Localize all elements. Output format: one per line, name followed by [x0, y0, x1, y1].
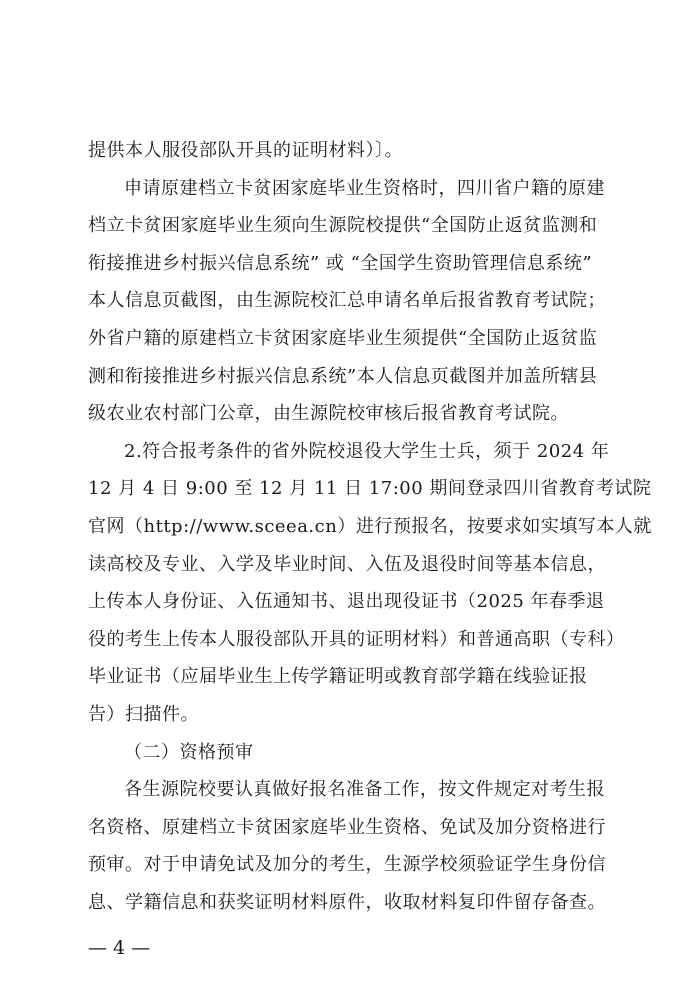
text-line: 本人信息页截图，由生源院校汇总申请名单后报省教育考试院； [88, 290, 606, 311]
paragraph-start-line: 2.符合报考条件的省外院校退役大学生士兵，须于 2024 年 [124, 441, 610, 462]
text-line: 读高校及专业、入学及毕业时间、入伍及退役时间等基本信息， [88, 554, 606, 575]
page-number: — 4 — [88, 937, 151, 959]
text-line: 档立卡贫困家庭毕业生须向生源院校提供“全国防止返贫监测和 [88, 215, 598, 236]
text-line: 名资格、原建档立卡贫困家庭毕业生资格、免试及加分资格进行 [88, 817, 606, 838]
text-line: 预审。对于申请免试及加分的考生，生源学校须验证学生身份信 [88, 854, 606, 875]
text-line: 告）扫描件。 [88, 704, 199, 725]
text-line: 衔接推进乡村振兴信息系统” 或 “全国学生资助管理信息系统” [88, 253, 593, 274]
text-line: 役的考生上传本人服役部队开具的证明材料）和普通高职（专科） [88, 629, 625, 650]
text-line: 毕业证书（应届毕业生上传学籍证明或教育部学籍在线验证报 [88, 666, 588, 687]
text-line: 外省户籍的原建档立卡贫困家庭毕业生须提供“全国防止返贫监 [88, 328, 598, 349]
paragraph-start-line: 各生源院校要认真做好报名准备工作，按文件规定对考生报 [124, 779, 605, 800]
text-line: 上传本人身份证、入伍通知书、退出现役证书（2025 年春季退 [88, 591, 605, 612]
text-line: 12 月 4 日 9:00 至 12 月 11 日 17:00 期间登录四川省教育考试院 [88, 478, 652, 499]
text-line: 息、学籍信息和获奖证明材料原件，收取材料复印件留存备查。 [88, 892, 606, 913]
text-line: 测和衔接推进乡村振兴信息系统”本人信息页截图并加盖所辖县 [88, 366, 598, 387]
text-line: 官网（http://www.sceea.cn）进行预报名，按要求如实填写本人就 [88, 516, 652, 537]
text-line: 级农业农村部门公章，由生源院校审核后报省教育考试院。 [88, 403, 569, 424]
section-heading: （二）资格预审 [124, 742, 254, 763]
paragraph-start-line: 申请原建档立卡贫困家庭毕业生资格时，四川省户籍的原建 [124, 178, 605, 199]
text-line: 提供本人服役部队开具的证明材料）〕。 [88, 140, 403, 161]
